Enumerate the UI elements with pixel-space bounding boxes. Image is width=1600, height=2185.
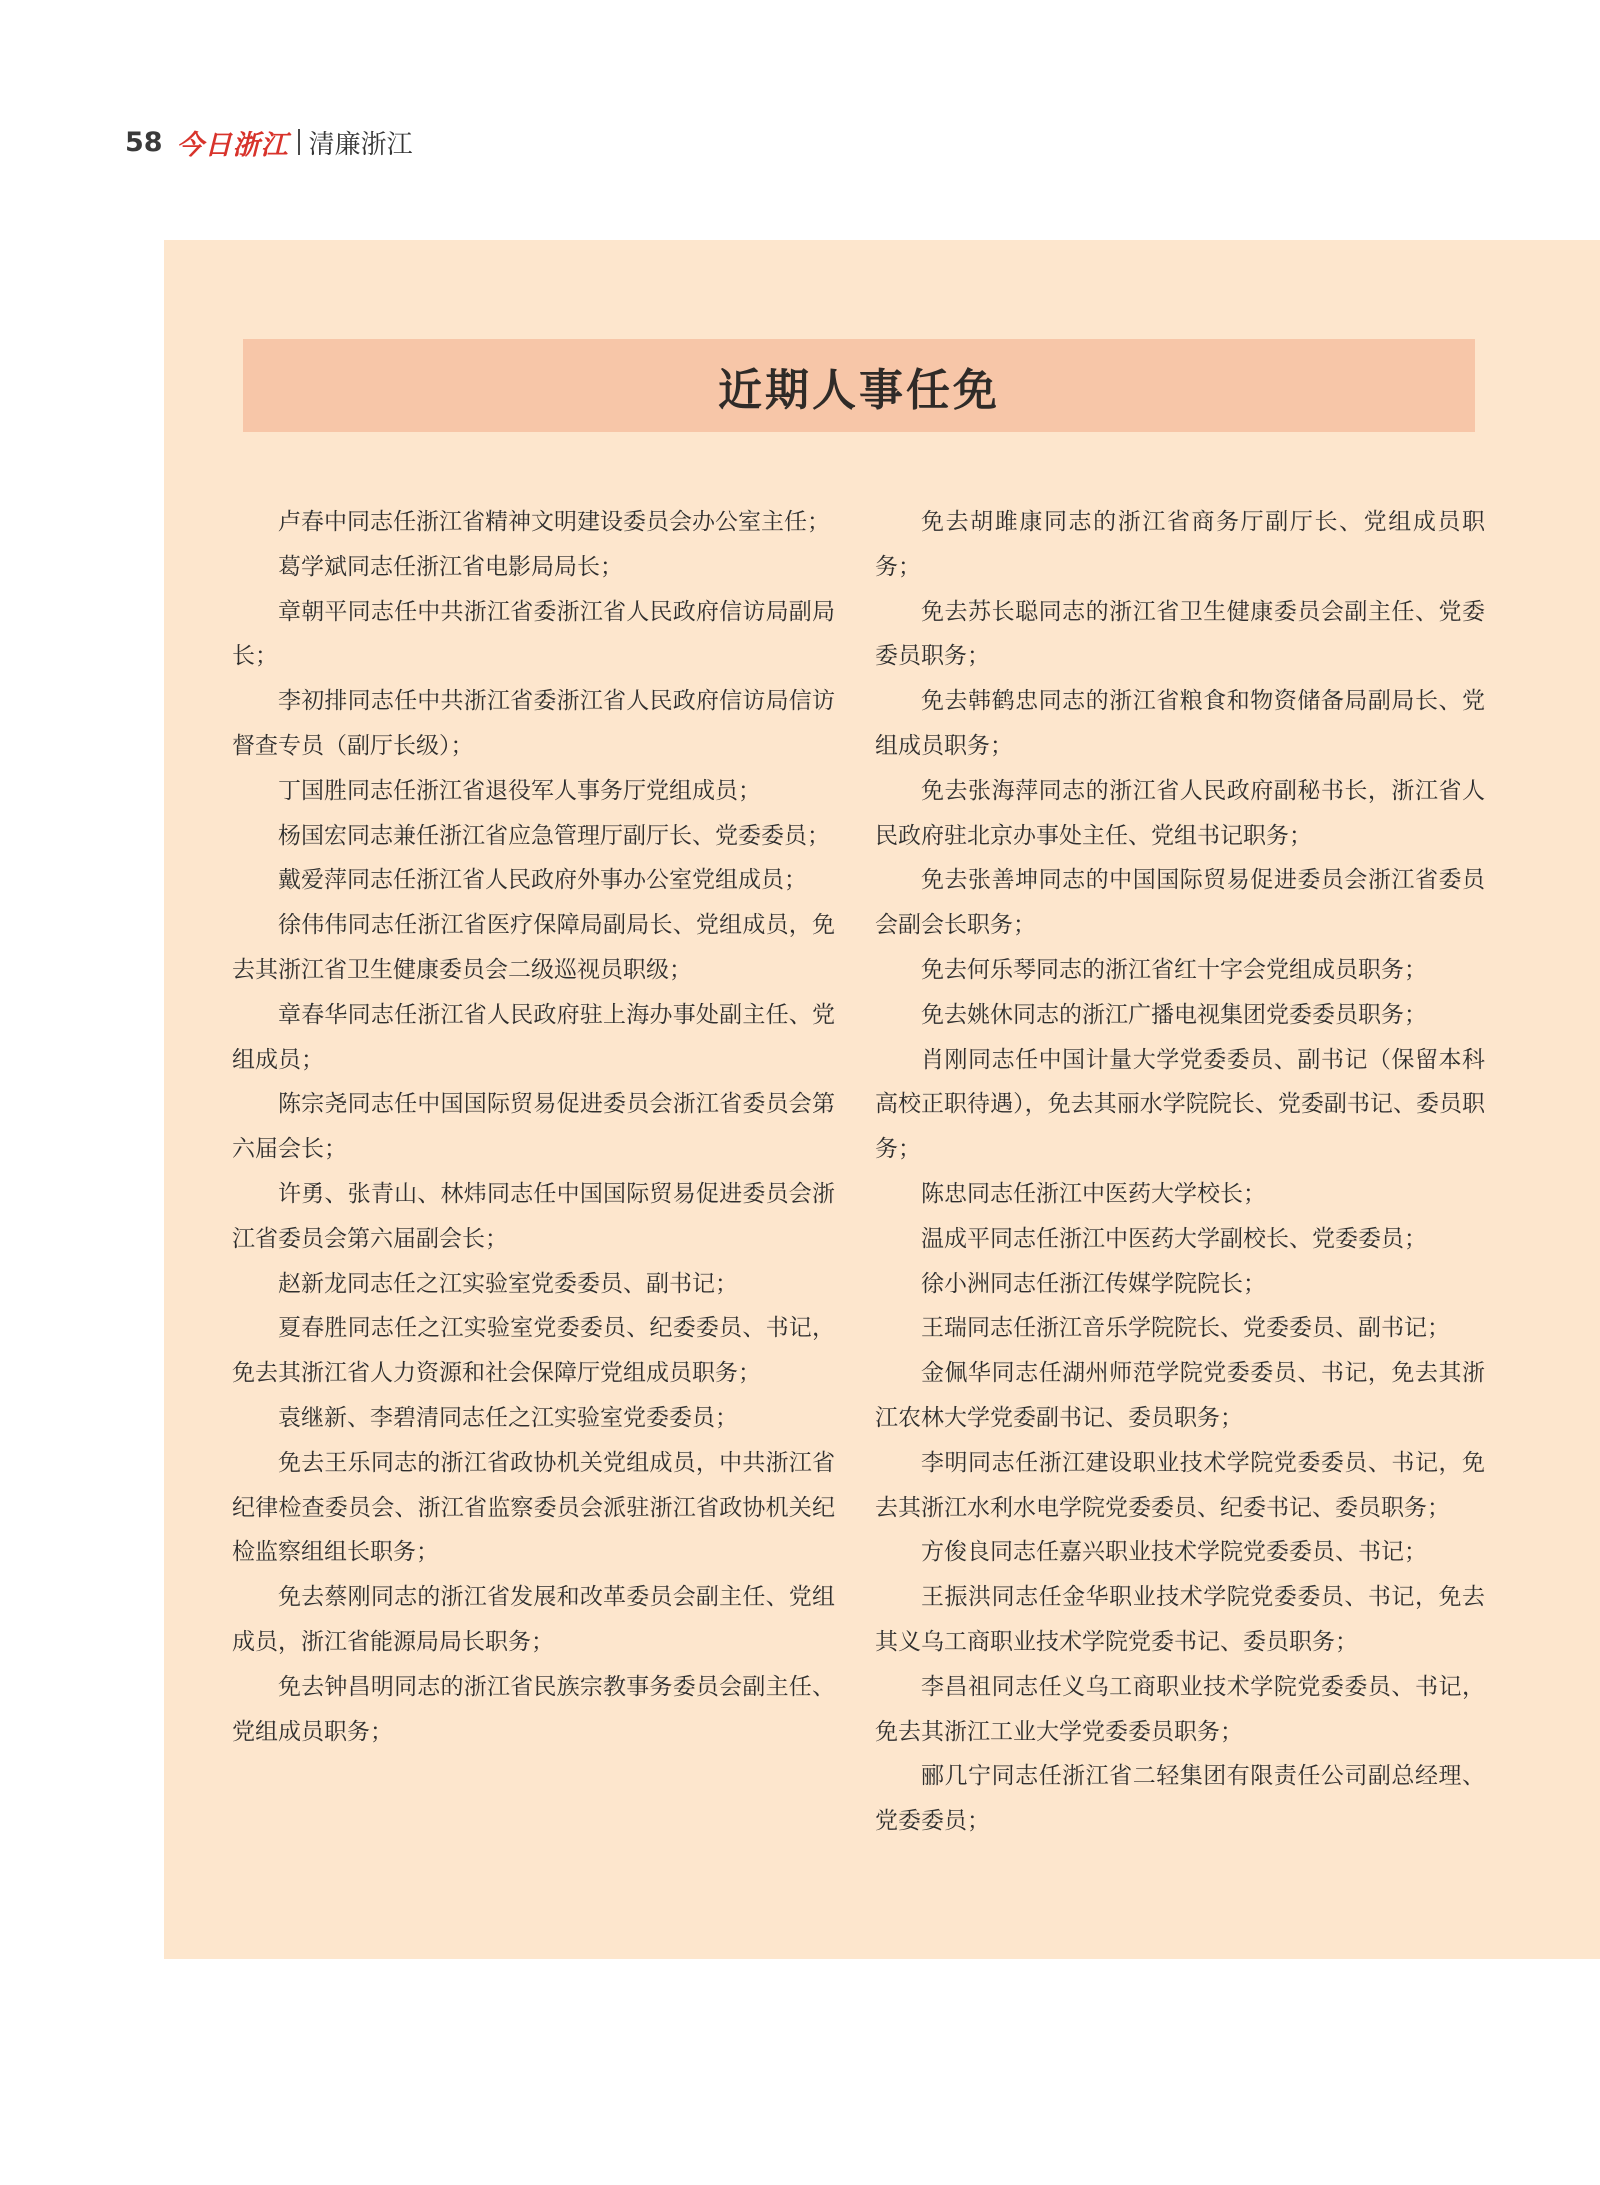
appointment-item: 许勇、张青山、林炜同志任中国国际贸易促进委员会浙江省委员会第六届副会长； <box>232 1180 835 1252</box>
page-title: 近期人事任免 <box>718 364 1000 416</box>
appointment-item: 免去韩鹤忠同志的浙江省粮食和物资储备局副局长、党组成员职务； <box>875 688 1485 759</box>
header-divider <box>298 129 300 155</box>
appointment-item: 免去蔡刚同志的浙江省发展和改革委员会副主任、党组成员，浙江省能源局局长职务； <box>232 1584 835 1655</box>
content-panel <box>164 240 1600 1959</box>
appointment-item: 免去胡雎康同志的浙江省商务厅副厅长、党组成员职务； <box>875 509 1485 580</box>
appointment-item: 温成平同志任浙江中医药大学副校长、党委委员； <box>921 1225 1427 1252</box>
appointment-item: 袁继新、李碧清同志任之江实验室党委委员； <box>278 1404 738 1431</box>
appointment-item: 免去何乐琴同志的浙江省红十字会党组成员职务； <box>921 956 1427 983</box>
appointment-item: 丁国胜同志任浙江省退役军人事务厅党组成员； <box>278 777 761 804</box>
left-column <box>232 500 835 1754</box>
appointment-item: 赵新龙同志任之江实验室党委委员、副书记； <box>278 1270 738 1297</box>
appointment-item: 李明同志任浙江建设职业技术学院党委委员、书记，免去其浙江水利水电学院党委委员、纪委书记、委员职务； <box>875 1449 1485 1521</box>
appointment-item: 李昌祖同志任义乌工商职业技术学院党委委员、书记，免去其浙江工业大学党委委员职务； <box>875 1673 1485 1745</box>
appointment-item: 免去姚休同志的浙江广播电视集团党委委员职务； <box>921 1001 1427 1028</box>
appointment-item: 免去王乐同志的浙江省政协机关党组成员，中共浙江省纪律检查委员会、浙江省监察委员会派驻浙江省政协机关纪检监察组组长职务； <box>232 1449 835 1566</box>
appointment-item: 金佩华同志任湖州师范学院党委委员、书记，免去其浙江农林大学党委副书记、委员职务； <box>875 1360 1485 1431</box>
appointment-item: 免去苏长聪同志的浙江省卫生健康委员会副主任、党委委员职务； <box>875 598 1485 670</box>
appointment-item: 李初排同志任中共浙江省委浙江省人民政府信访局信访督查专员（副厅长级）； <box>232 688 835 759</box>
appointment-item: 杨国宏同志兼任浙江省应急管理厅副厅长、党委委员； <box>278 822 830 849</box>
appointment-item: 戴爱萍同志任浙江省人民政府外事办公室党组成员； <box>278 867 807 894</box>
page-header <box>125 122 413 162</box>
appointment-item: 章春华同志任浙江省人民政府驻上海办事处副主任、党组成员； <box>232 1001 835 1073</box>
right-column <box>875 500 1485 1844</box>
appointment-item: 王振洪同志任金华职业技术学院党委委员、书记，免去其义乌工商职业技术学院党委书记、委员职务； <box>875 1584 1485 1655</box>
appointment-item: 免去张海萍同志的浙江省人民政府副秘书长，浙江省人民政府驻北京办事处主任、党组书记职务； <box>875 777 1485 849</box>
magazine-logo: 今日浙江 <box>176 129 289 161</box>
appointment-item: 免去钟昌明同志的浙江省民族宗教事务委员会副主任、党组成员职务； <box>232 1673 835 1745</box>
appointment-item: 肖刚同志任中国计量大学党委委员、副书记（保留本科高校正职待遇），免去其丽水学院院长、党委副书记、委员职务； <box>875 1046 1485 1163</box>
appointment-item: 郦几宁同志任浙江省二轻集团有限责任公司副总经理、党委委员； <box>875 1763 1485 1835</box>
appointment-item: 葛学斌同志任浙江省电影局局长； <box>278 553 623 580</box>
appointment-item: 免去张善坤同志的中国国际贸易促进委员会浙江省委员会副会长职务； <box>875 867 1485 939</box>
appointment-item: 夏春胜同志任之江实验室党委委员、纪委委员、书记，免去其浙江省人力资源和社会保障厅党组成员职务； <box>232 1315 835 1387</box>
appointment-item: 徐小洲同志任浙江传媒学院院长； <box>921 1270 1266 1297</box>
page-number: 58 <box>125 126 163 158</box>
appointment-item: 王瑞同志任浙江音乐学院院长、党委委员、副书记； <box>921 1315 1450 1342</box>
title-bar <box>243 339 1475 432</box>
appointment-item: 方俊良同志任嘉兴职业技术学院党委委员、书记； <box>921 1539 1427 1566</box>
appointment-item: 卢春中同志任浙江省精神文明建设委员会办公室主任； <box>278 509 830 535</box>
appointment-item: 陈宗尧同志任中国国际贸易促进委员会浙江省委员会第六届会长； <box>232 1091 835 1163</box>
appointment-item: 陈忠同志任浙江中医药大学校长； <box>921 1180 1266 1207</box>
appointment-item: 徐伟伟同志任浙江省医疗保障局副局长、党组成员，免去其浙江省卫生健康委员会二级巡视员职级； <box>232 912 835 983</box>
section-name: 清廉浙江 <box>308 129 413 160</box>
appointment-item: 章朝平同志任中共浙江省委浙江省人民政府信访局副局长； <box>232 598 835 670</box>
